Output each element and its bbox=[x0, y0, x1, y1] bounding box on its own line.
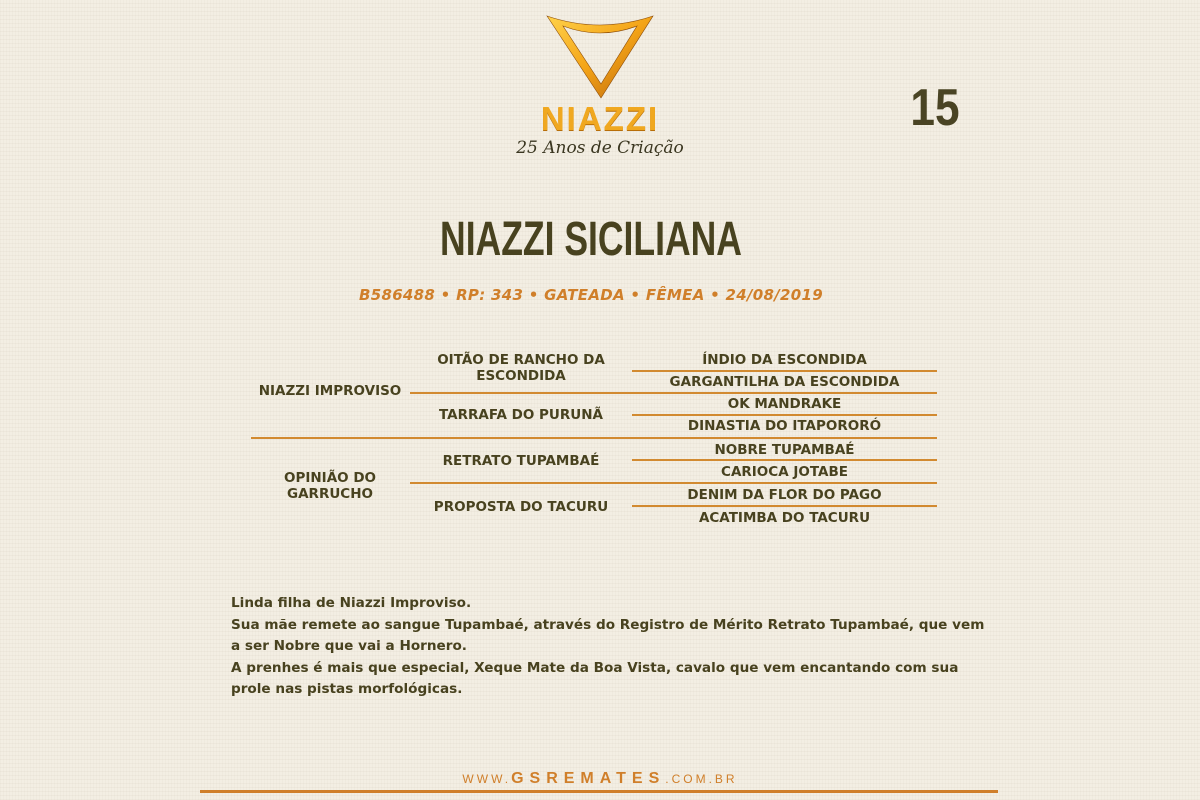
pedigree-sire: NIAZZI IMPROVISO bbox=[258, 383, 402, 399]
pedigree-line bbox=[632, 414, 937, 416]
pedigree-sss: ÍNDIO DA ESCONDIDA bbox=[702, 352, 867, 368]
pedigree-ddd: ACATIMBA DO TACURU bbox=[698, 510, 871, 526]
description-line: A prenhes é mais que especial, Xeque Mate da Boa Vista, cavalo que vem encantando com sua prole nas pistas morfológicas. bbox=[231, 659, 959, 697]
pedigree-line bbox=[410, 482, 937, 484]
pedigree-line bbox=[632, 505, 937, 507]
url-main: GSREMATES bbox=[511, 770, 666, 787]
pedigree-line bbox=[632, 459, 937, 461]
triangle-logo-icon bbox=[543, 12, 657, 102]
pedigree-sire-sire: OITÃO DE RANCHO DA ESCONDIDA bbox=[437, 352, 605, 384]
pedigree-dam: OPINIÃO DO GARRUCHO bbox=[283, 470, 377, 502]
horse-details: B586488 • RP: 343 • GATEADA • FÊMEA • 24/08/2019 bbox=[358, 286, 824, 304]
url-suffix: .COM.BR bbox=[665, 772, 738, 786]
pedigree-dam-sire: RETRATO TUPAMBAÉ bbox=[442, 453, 600, 469]
pedigree-line bbox=[410, 392, 937, 394]
pedigree-dds: DENIM DA FLOR DO PAGO bbox=[687, 487, 882, 503]
pedigree-line bbox=[632, 370, 937, 372]
logo-tagline: 25 Anos de Criação bbox=[516, 138, 684, 158]
pedigree-sire-dam: TARRAFA DO PURUNÃ bbox=[438, 407, 603, 423]
footer-divider bbox=[200, 790, 998, 793]
pedigree-sdd: DINASTIA DO ITAPORORÓ bbox=[687, 418, 882, 434]
url-prefix: WWW. bbox=[462, 772, 512, 786]
website-link[interactable] bbox=[0, 770, 1200, 788]
pedigree-ssd: GARGANTILHA DA ESCONDIDA bbox=[669, 374, 900, 390]
pedigree-dsd: CARIOCA JOTABE bbox=[721, 464, 848, 480]
description bbox=[231, 593, 991, 701]
pedigree-dam-dam: PROPOSTA DO TACURU bbox=[433, 499, 609, 515]
description-line: Linda filha de Niazzi Improviso. bbox=[231, 595, 472, 611]
lot-number: 15 bbox=[910, 79, 960, 137]
logo-brand-name: NIAZZI bbox=[540, 100, 660, 137]
pedigree-dss: NOBRE TUPAMBAÉ bbox=[714, 442, 855, 458]
pedigree-divider bbox=[251, 437, 937, 439]
horse-name: NIAZZI SICILIANA bbox=[440, 213, 742, 266]
description-line: Sua mãe remete ao sangue Tupambaé, através do Registro de Mérito Retrato Tupambaé, que vem a ser Nobre que vai a Hornero. bbox=[231, 616, 985, 654]
pedigree-sds: OK MANDRAKE bbox=[727, 396, 842, 412]
niazzi-logo bbox=[505, 12, 695, 158]
